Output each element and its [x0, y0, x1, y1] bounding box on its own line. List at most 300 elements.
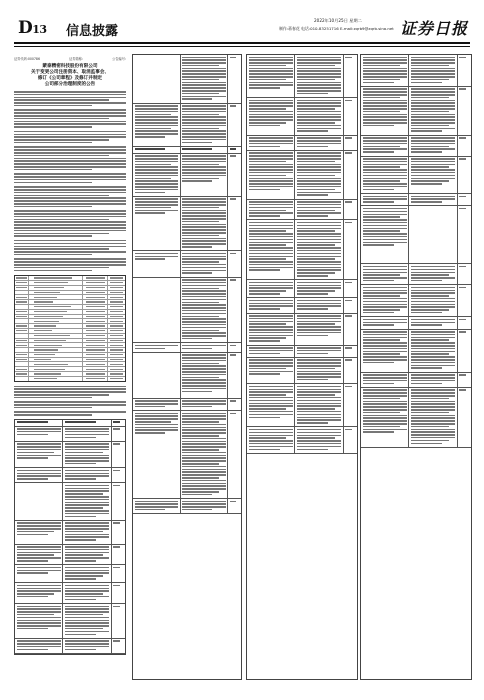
table-cell: [361, 388, 409, 447]
text-line: [249, 152, 293, 154]
text-line: [297, 143, 341, 145]
text-line: [65, 446, 109, 448]
text-line: [249, 122, 287, 124]
cell-text: [86, 325, 105, 326]
text-line: [182, 503, 226, 505]
text-line: [182, 377, 219, 379]
text-line: [249, 225, 293, 227]
text-line: [230, 198, 237, 200]
text-line: [182, 204, 226, 206]
table-row: [15, 427, 125, 442]
table-row: [15, 639, 125, 654]
text-line: [297, 230, 335, 232]
text-line: [363, 423, 407, 425]
table-cell: [29, 377, 84, 381]
text-line: [363, 334, 407, 336]
table-cell: [108, 281, 125, 285]
text-line: [135, 148, 165, 150]
table-cell: [83, 372, 108, 376]
table-cell: [15, 339, 29, 343]
text-line: [14, 264, 126, 266]
table-cell: [29, 358, 84, 362]
text-line: [363, 401, 407, 403]
text-line: [135, 169, 179, 171]
text-line: [65, 570, 109, 572]
text-line: [182, 288, 219, 290]
text-line: [363, 280, 394, 282]
text-line: [17, 554, 55, 556]
text-line: [249, 119, 293, 121]
table-cell: [29, 334, 84, 338]
text-line: [411, 356, 455, 358]
text-line: [363, 175, 407, 177]
text-line: [411, 392, 455, 394]
text-line: [363, 228, 407, 230]
cell-text: [86, 297, 105, 298]
comparison-table: [14, 419, 126, 655]
text-line: [363, 312, 394, 314]
text-line: [411, 137, 455, 139]
text-line: [14, 394, 109, 396]
text-line: [249, 335, 293, 337]
text-line: [363, 62, 407, 64]
text-line: [182, 483, 226, 485]
text-line: [249, 82, 293, 84]
text-line: [297, 82, 341, 84]
text-line: [14, 411, 126, 413]
text-line: [230, 105, 237, 107]
text-line: [297, 432, 341, 434]
text-line: [65, 578, 96, 580]
text-line: [363, 242, 407, 244]
text-line: [411, 429, 455, 431]
table-cell: [112, 604, 125, 638]
text-line: [363, 137, 407, 139]
text-line: [182, 385, 226, 387]
text-line: [182, 139, 226, 141]
text-line: [182, 494, 212, 496]
text-line: [182, 178, 219, 180]
text-line: [249, 140, 293, 142]
text-line: [363, 269, 407, 271]
paragraph: [14, 173, 126, 183]
text-line: [411, 301, 455, 303]
text-line: [17, 473, 61, 475]
text-line: [297, 125, 341, 127]
table-cell: [458, 136, 471, 156]
text-line: [135, 406, 165, 408]
text-line: [182, 391, 212, 393]
text-line: [17, 552, 61, 554]
text-line: [249, 321, 293, 323]
text-line: [411, 374, 455, 376]
text-line: [345, 201, 352, 203]
text-line: [297, 389, 341, 391]
text-line: [411, 420, 455, 422]
text-line: [363, 392, 407, 394]
text-line: [135, 166, 179, 168]
text-line: [14, 152, 126, 154]
table-cell: [108, 339, 125, 343]
text-line: [249, 282, 293, 284]
text-line: [249, 146, 280, 148]
table-row: [247, 314, 357, 346]
text-line: [249, 417, 280, 419]
issue-date: 2022年10月25日 星期二: [314, 18, 362, 23]
text-line: [297, 169, 341, 171]
text-line: [182, 148, 212, 150]
cell-text: [86, 316, 105, 317]
text-line: [363, 201, 394, 203]
text-line: [135, 158, 179, 160]
text-line: [17, 449, 61, 451]
text-line: [411, 331, 455, 333]
text-line: [182, 207, 219, 209]
text-line: [249, 233, 293, 235]
text-line: [249, 76, 293, 78]
text-line: [297, 256, 341, 258]
table-row: [361, 330, 471, 373]
text-line: [411, 431, 455, 433]
table-cell: [108, 367, 125, 371]
table-cell: [295, 280, 343, 297]
text-line: [17, 431, 61, 433]
page-letter: D: [18, 18, 33, 38]
text-line: [182, 338, 212, 340]
text-line: [411, 116, 455, 118]
text-line: [363, 196, 407, 198]
text-line: [135, 114, 172, 116]
table-cell: [247, 200, 295, 220]
text-line: [363, 186, 407, 188]
text-line: [65, 478, 96, 480]
text-line: [135, 503, 179, 505]
text-line: [249, 405, 293, 407]
text-line: [65, 534, 109, 536]
text-line: [411, 417, 455, 419]
text-line: [14, 230, 126, 232]
text-line: [459, 266, 466, 268]
table-cell: [83, 291, 108, 295]
table-cell: [15, 604, 63, 638]
text-line: [17, 640, 61, 642]
text-line: [65, 421, 96, 423]
text-line: [14, 200, 126, 202]
comparison-table: [133, 55, 241, 514]
text-line: [249, 400, 293, 402]
text-line: [65, 617, 109, 619]
text-line: [411, 130, 442, 132]
text-line: [65, 431, 109, 433]
cell-text: [86, 345, 105, 346]
text-line: [65, 625, 109, 627]
text-line: [65, 546, 109, 548]
text-line: [411, 76, 455, 78]
text-line: [297, 290, 335, 292]
text-line: [182, 348, 212, 350]
text-line: [65, 455, 109, 457]
cell-text: [110, 287, 124, 288]
text-line: [363, 59, 407, 61]
text-line: [297, 204, 341, 206]
text-line: [182, 365, 226, 367]
table-row: [247, 384, 357, 427]
text-line: [17, 421, 48, 423]
text-line: [230, 57, 237, 59]
text-line: [363, 406, 407, 408]
text-line: [14, 166, 126, 168]
table-cell: [29, 281, 84, 285]
text-line: [14, 206, 92, 208]
text-line: [297, 130, 328, 132]
text-line: [411, 88, 455, 90]
text-line: [182, 130, 226, 132]
text-line: [135, 413, 179, 415]
text-line: [182, 258, 226, 260]
table-cell: [458, 373, 471, 387]
text-line: [182, 403, 226, 405]
table-cell: [108, 276, 125, 280]
text-line: [249, 429, 293, 431]
cell-text: [16, 316, 26, 317]
text-line: [14, 126, 92, 128]
text-line: [17, 570, 61, 572]
text-line: [297, 228, 341, 230]
text-line: [411, 389, 455, 391]
table-cell: [361, 206, 409, 263]
text-line: [249, 100, 293, 102]
table-cell: [458, 55, 471, 86]
text-line: [249, 116, 293, 118]
paragraph: [14, 386, 126, 399]
text-line: [182, 285, 226, 287]
text-line: [182, 133, 226, 135]
text-line: [182, 332, 226, 334]
text-line: [297, 161, 335, 163]
text-line: [182, 360, 226, 362]
text-line: [297, 429, 341, 431]
text-line: [17, 588, 61, 590]
cell-text: [34, 277, 71, 278]
text-line: [182, 318, 226, 320]
text-line: [182, 224, 226, 226]
cell-text: [110, 292, 124, 293]
text-line: [135, 133, 179, 135]
text-line: [249, 326, 293, 328]
text-line: [230, 155, 237, 157]
table-cell: [409, 55, 457, 86]
text-line: [411, 108, 455, 110]
table-cell: [247, 346, 295, 357]
text-line: [182, 253, 226, 255]
text-line: [135, 116, 179, 118]
table-cell: [181, 353, 229, 398]
table-cell: [228, 399, 241, 410]
table-cell: [361, 87, 409, 135]
text-line: [182, 413, 226, 415]
stock-code-line: [14, 56, 126, 61]
text-line: [135, 501, 179, 503]
data-table: [14, 275, 126, 382]
table-cell: [29, 310, 84, 314]
text-line: [135, 161, 179, 163]
text-line: [65, 463, 96, 465]
text-line: [411, 415, 455, 417]
text-line: [182, 418, 226, 420]
text-line: [249, 347, 293, 349]
text-line: [14, 131, 126, 133]
text-line: [411, 367, 442, 369]
table-cell: [83, 329, 108, 333]
text-line: [17, 620, 61, 622]
text-line: [182, 432, 226, 434]
text-line: [363, 324, 394, 326]
table-row: [247, 220, 357, 280]
text-line: [182, 435, 219, 437]
text-line: [14, 189, 126, 191]
text-line: [182, 125, 226, 127]
text-line: [182, 388, 226, 390]
text-line: [135, 130, 179, 132]
text-line: [65, 536, 109, 538]
text-line: [135, 186, 179, 188]
text-line: [249, 350, 293, 352]
cell-text: [110, 373, 124, 374]
table-cell: [29, 343, 84, 347]
text-line: [297, 137, 341, 139]
text-line: [135, 189, 179, 191]
text-line: [182, 180, 212, 182]
page-header: [14, 14, 470, 44]
text-line: [65, 596, 109, 598]
text-line: [65, 502, 109, 504]
text-line: [411, 143, 455, 145]
text-line: [411, 198, 455, 200]
text-line: [297, 282, 341, 284]
table-cell: [295, 346, 343, 357]
text-line: [182, 441, 226, 443]
table-cell: [458, 157, 471, 194]
text-line: [297, 108, 335, 110]
table-cell: [361, 285, 409, 316]
text-line: [14, 407, 92, 409]
text-line: [249, 222, 293, 224]
table-row: [247, 136, 357, 151]
text-line: [249, 228, 293, 230]
text-line: [411, 100, 455, 102]
text-line: [411, 351, 455, 353]
text-line: [459, 287, 466, 289]
table-cell: [228, 499, 241, 513]
text-line: [297, 394, 335, 396]
text-line: [182, 240, 226, 242]
text-line: [14, 388, 126, 390]
table-cell: [409, 264, 457, 284]
text-line: [249, 440, 293, 442]
text-line: [363, 266, 407, 268]
text-line: [297, 111, 341, 113]
text-line: [297, 57, 341, 59]
text-line: [14, 246, 126, 248]
table-cell: [133, 353, 181, 398]
text-line: [363, 82, 394, 84]
table-cell: [247, 314, 295, 345]
text-line: [297, 100, 341, 102]
table-cell: [83, 343, 108, 347]
table-cell: [112, 427, 125, 441]
text-line: [297, 285, 341, 287]
table-cell: [29, 353, 84, 357]
text-line: [65, 572, 109, 574]
text-line: [411, 409, 455, 411]
text-line: [65, 522, 109, 524]
text-line: [363, 351, 407, 353]
text-line: [65, 496, 109, 498]
text-line: [411, 97, 449, 99]
text-line: [249, 164, 293, 166]
text-line: [297, 68, 341, 70]
text-line: [297, 102, 341, 104]
text-line: [345, 315, 352, 317]
table-cell: [112, 565, 125, 582]
text-line: [249, 70, 293, 72]
table-cell: [108, 300, 125, 304]
text-line: [135, 427, 179, 429]
text-line: [345, 359, 352, 361]
table-cell: [344, 298, 357, 312]
text-line: [182, 310, 226, 312]
paragraph: [14, 146, 126, 170]
cell-text: [86, 321, 105, 322]
text-line: [411, 128, 455, 130]
text-line: [411, 383, 442, 385]
text-line: [345, 347, 352, 349]
text-line: [297, 371, 341, 373]
table-cell: [458, 285, 471, 316]
table-cell: [133, 278, 181, 343]
table-cell: [63, 483, 111, 520]
text-line: [249, 386, 293, 388]
text-line: [297, 368, 335, 370]
text-line: [14, 261, 126, 263]
text-line: [65, 567, 109, 569]
text-line: [411, 164, 455, 166]
table-row: [133, 399, 241, 411]
table-cell: [108, 353, 125, 357]
text-line: [249, 108, 287, 110]
text-line: [363, 79, 401, 81]
table-row: [15, 483, 125, 521]
table-cell: [63, 420, 111, 426]
table-cell: [83, 310, 108, 314]
comparison-table: [361, 55, 471, 448]
text-line: [297, 335, 328, 337]
text-line: [411, 79, 449, 81]
text-line: [17, 531, 55, 533]
table-cell: [108, 372, 125, 376]
text-line: [249, 389, 293, 391]
table-cell: [15, 362, 29, 366]
cell-text: [34, 369, 65, 370]
text-line: [411, 398, 449, 400]
text-line: [182, 235, 219, 237]
text-line: [297, 414, 341, 416]
text-line: [297, 359, 341, 361]
text-line: [297, 275, 328, 277]
text-line: [411, 312, 442, 314]
text-line: [14, 134, 126, 136]
text-line: [411, 359, 455, 361]
